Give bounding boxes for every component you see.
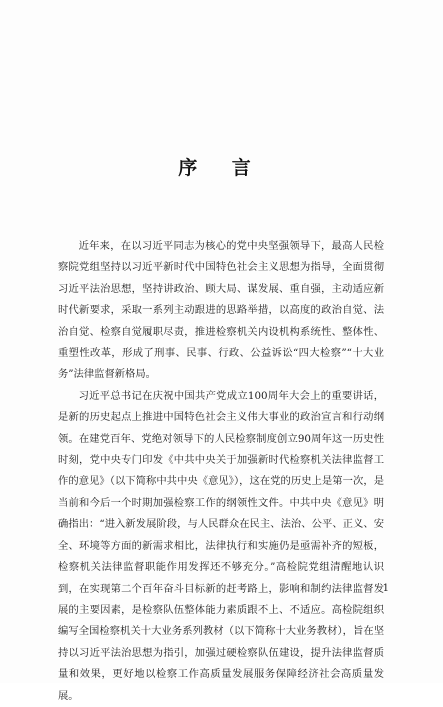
paragraph: 习近平总书记在庆祝中国共产党成立100周年大会上的重要讲话，是新的历史起点上推进中国特色社会主义伟大事业的政治宣言和行动纲领。在建党百年、党绝对领导下的人民检察制度创立90周年这一历史性时刻，党中央专门印发《中共中央关于加强新时代检察机关法律监督工作的意见》（以下简称中共中央《意见》），这在党的历史上是第一次，是当前和今后一个时期加强检察工作的纲领性文件。中共中央《意见》明确指出：“进入新发展阶段，与人民群众在民主、法治、公平、正义、安全、环境等方面的新需求相比，法律执行和实施仍是亟需补齐的短板，检察机关法律监督职能作用发挥还不够充分。”高检院党组清醒地认识到，在实现第二个百年奋斗目标新的赶考路上，影响和制约法律监督发展的主要因素，是检察队伍整体能力素质跟不上、不适应。高检院组织编写全国检察机关十大业务系列教材（以下简称十大业务教材），旨在坚持以习近平法治思想为指引，加强过硬检察队伍建设，提升法律监督质量和效果，更好地以检察工作高质量发展服务保障经济社会高质量发展。: [58, 389, 384, 702]
paragraph: 近年来，在以习近平同志为核心的党中央坚强领导下，最高人民检察院党组坚持以习近平新时代中国特色社会主义思想为指导，全面贯彻习近平法治思想，坚持讲政治、顾大局、谋发展、重自强，主动适应新时代新要求，采取一系列主动跟进的思路举措，以高度的政治自觉、法治自觉、检察自觉履职尽责，推进检察机关内设机构系统性、整体性、重塑性改革，形成了刑事、民事、行政、公益诉讼“四大检察”“十大业务”法律监督新格局。: [58, 240, 384, 381]
body-text: [58, 236, 384, 707]
page-title: 序 言: [178, 157, 265, 179]
page-number: 1: [382, 583, 389, 594]
